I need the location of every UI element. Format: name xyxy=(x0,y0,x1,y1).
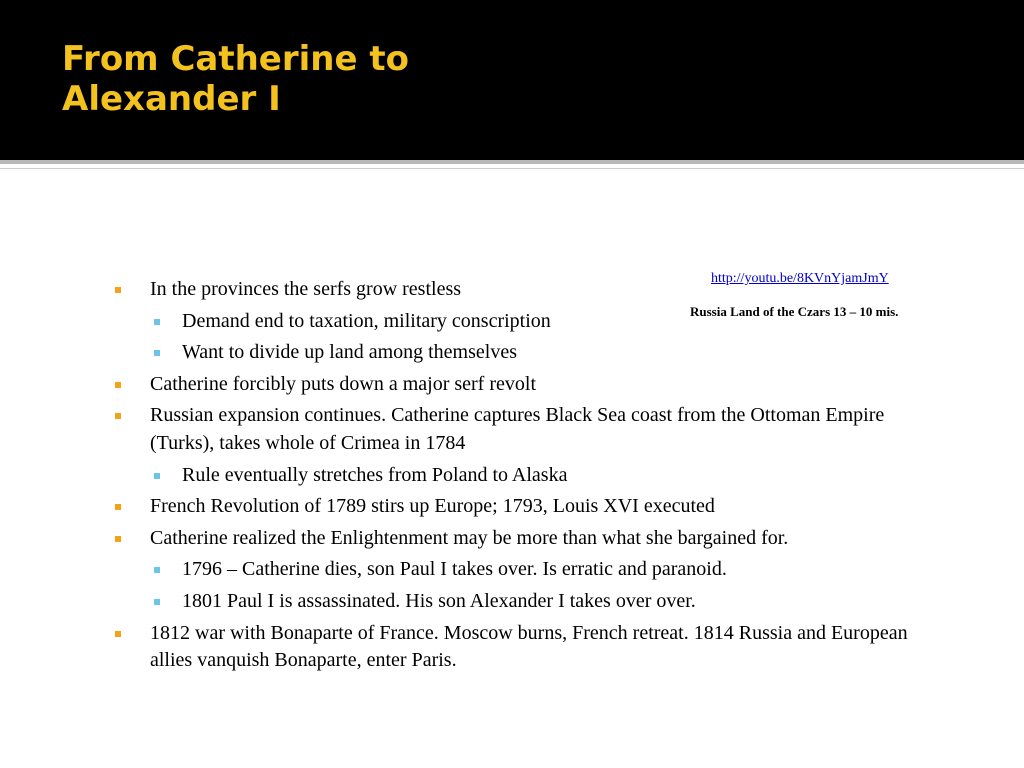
square-sub-bullet-icon xyxy=(154,319,160,325)
title-bar xyxy=(0,0,1024,160)
square-bullet-icon xyxy=(115,287,121,293)
title-divider-thin xyxy=(0,168,1024,169)
square-bullet-icon xyxy=(115,504,121,510)
bullet-text: 1812 war with Bonaparte of France. Moscow burns, French retreat. 1814 Russia and European allies vanquish Bonaparte, enter Paris. xyxy=(150,621,908,672)
sub-bullet-text: 1796 – Catherine dies, son Paul I takes over. Is erratic and paranoid. xyxy=(182,558,727,581)
sub-bullet-item xyxy=(0,588,922,616)
square-bullet-icon xyxy=(115,382,121,388)
slide-title-line-1: From Catherine to xyxy=(62,39,409,79)
bullet-item xyxy=(0,402,920,457)
bullet-item xyxy=(0,371,920,399)
square-bullet-icon xyxy=(115,536,121,542)
sub-bullet-text: 1801 Paul I is assassinated. His son Alexander I takes over over. xyxy=(182,589,696,612)
square-bullet-icon xyxy=(115,413,121,419)
bullet-item xyxy=(0,276,920,304)
sub-bullet-text: Want to divide up land among themselves xyxy=(182,341,517,364)
bullet-list xyxy=(0,276,1024,675)
bullet-text: French Revolution of 1789 stirs up Europe; 1793, Louis XVI executed xyxy=(150,495,715,518)
square-bullet-icon xyxy=(115,631,121,637)
video-caption: Russia Land of the Czars 13 – 10 mis. xyxy=(690,304,899,319)
bullet-item xyxy=(0,493,920,521)
bullet-item xyxy=(0,525,920,553)
sub-bullet-text: Rule eventually stretches from Poland to Alaska xyxy=(182,463,568,486)
bullet-text: Catherine realized the Enlightenment may be more than what she bargained for. xyxy=(150,526,789,549)
sub-bullet-item xyxy=(0,462,922,490)
sub-bullet-text: Demand end to taxation, military conscription xyxy=(182,309,551,332)
bullet-text: Catherine forcibly puts down a major serf revolt xyxy=(150,372,536,395)
bullet-text: In the provinces the serfs grow restless xyxy=(150,278,462,300)
square-sub-bullet-icon xyxy=(154,350,160,356)
title-divider xyxy=(0,160,1024,164)
square-sub-bullet-icon xyxy=(154,567,160,573)
sub-bullet-item xyxy=(0,308,922,336)
slide-title xyxy=(62,40,662,120)
slide-title-line-2: Alexander I xyxy=(62,78,281,119)
sub-bullet-item xyxy=(0,339,922,367)
square-sub-bullet-icon xyxy=(154,473,160,479)
video-link[interactable]: http://youtu.be/8KVnYjamJmY xyxy=(711,271,889,286)
square-sub-bullet-icon xyxy=(154,599,160,605)
bullet-item xyxy=(0,620,920,675)
bullet-text: Russian expansion continues. Catherine captures Black Sea coast from the Ottoman Empire (Turks), takes whole of Crimea in 1784 xyxy=(150,404,885,454)
sub-bullet-item xyxy=(0,556,922,584)
